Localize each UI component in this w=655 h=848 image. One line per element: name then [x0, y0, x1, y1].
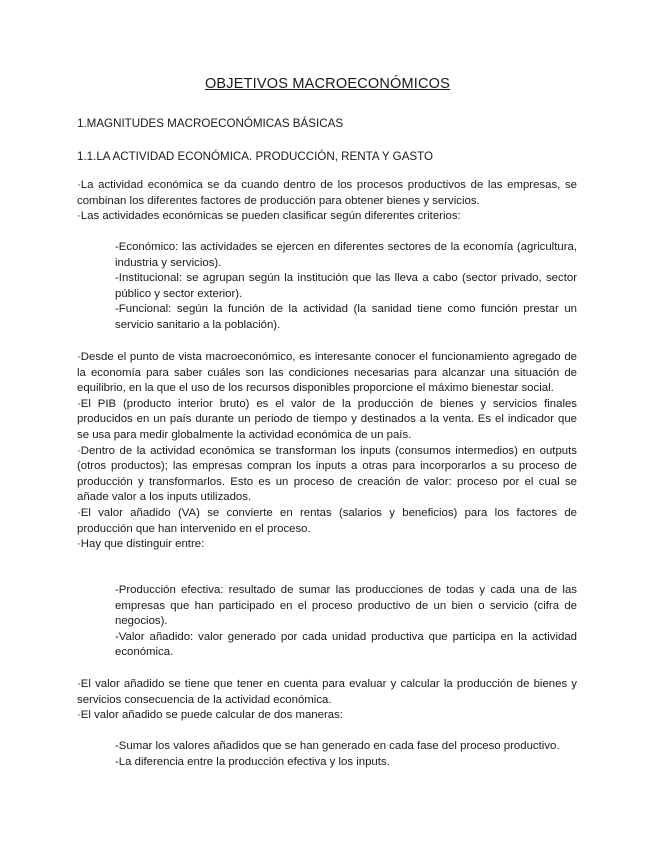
list-item: -Funcional: según la función de la actividad (la sanidad tiene como función prestar un servicio sanitario a la población).	[115, 303, 577, 331]
paragraph: ·El valor añadido se puede calcular de dos maneras:	[77, 709, 343, 722]
paragraph: ·Hay que distinguir entre:	[77, 538, 205, 551]
paragraph: ·Las actividades económicas se pueden clasificar según diferentes criterios:	[77, 210, 461, 223]
subsection-heading: 1.1.LA ACTIVIDAD ECONÓMICA. PRODUCCIÓN, RENTA Y GASTO	[77, 150, 434, 163]
paragraph: ·El valor añadido se tiene que tener en cuenta para evaluar y calcular la producción de bienes y servicios consecuencia de la actividad económica.	[77, 678, 577, 706]
list-item: -Valor añadido: valor generado por cada unidad productiva que participa en la actividad económica.	[115, 630, 577, 659]
macro-paragraphs	[77, 350, 577, 553]
paragraph: ·El PIB (producto interior bruto) es el valor de la producción de bienes y servicios finales producidos en un país durante un periodo de tiempo y destinados a la venta. Es el indicador que se usa para medir globalmente la actividad económica de un país.	[77, 397, 577, 441]
list-item: -Producción efectiva: resultado de sumar las producciones de todas y cada una de las empresas que han participado en el proceso productivo de un bien o servicio (cifra de negocios).	[115, 584, 577, 628]
criteria-list	[115, 240, 577, 334]
list-item: -La diferencia entre la producción efectiva y los inputs.	[115, 755, 390, 768]
methods-list	[115, 739, 577, 770]
page-title: OBJETIVOS MACROECONÓMICOS	[204, 76, 451, 92]
list-item: -Sumar los valores añadidos que se han generado en cada fase del proceso productivo.	[115, 740, 560, 752]
value-added-paragraphs	[77, 677, 577, 724]
section-heading: 1.MAGNITUDES MACROECONÓMICAS BÁSICAS	[77, 117, 344, 130]
distinguish-list	[115, 583, 577, 661]
paragraph: ·Dentro de la actividad económica se transforman los inputs (consumos intermedios) en outputs (otros productos); las empresas compran los inputs a otras para incorporarlos a su proceso de producción y transformarlos. Esto es un proceso de creación de valor: proceso por el cual se añade valor a los inputs utilizados.	[77, 444, 577, 504]
list-item: -Institucional: se agrupan según la institución que las lleva a cabo (sector privado, sector público y sector exterior).	[115, 272, 577, 300]
paragraph: ·La actividad económica se da cuando dentro de los procesos productivos de las empresas, se combinan los diferentes factores de producción para obtener bienes y servicios.	[77, 179, 577, 207]
list-item: -Económico: las actividades se ejercen en diferentes sectores de la economía (agricultura, industria y servicios).	[115, 241, 577, 269]
intro-paragraphs	[77, 178, 577, 225]
paragraph: ·Desde el punto de vista macroeconómico, es interesante conocer el funcionamiento agregado de la economía para saber cuáles son las condiciones necesarias para alcanzar una situación de equilibrio, en la que el uso de los recursos disponibles proporcione el máximo bienestar social.	[77, 351, 577, 395]
paragraph: ·El valor añadido (VA) se convierte en rentas (salarios y beneficios) para los factores de producción que han intervenido en el proceso.	[77, 506, 577, 535]
